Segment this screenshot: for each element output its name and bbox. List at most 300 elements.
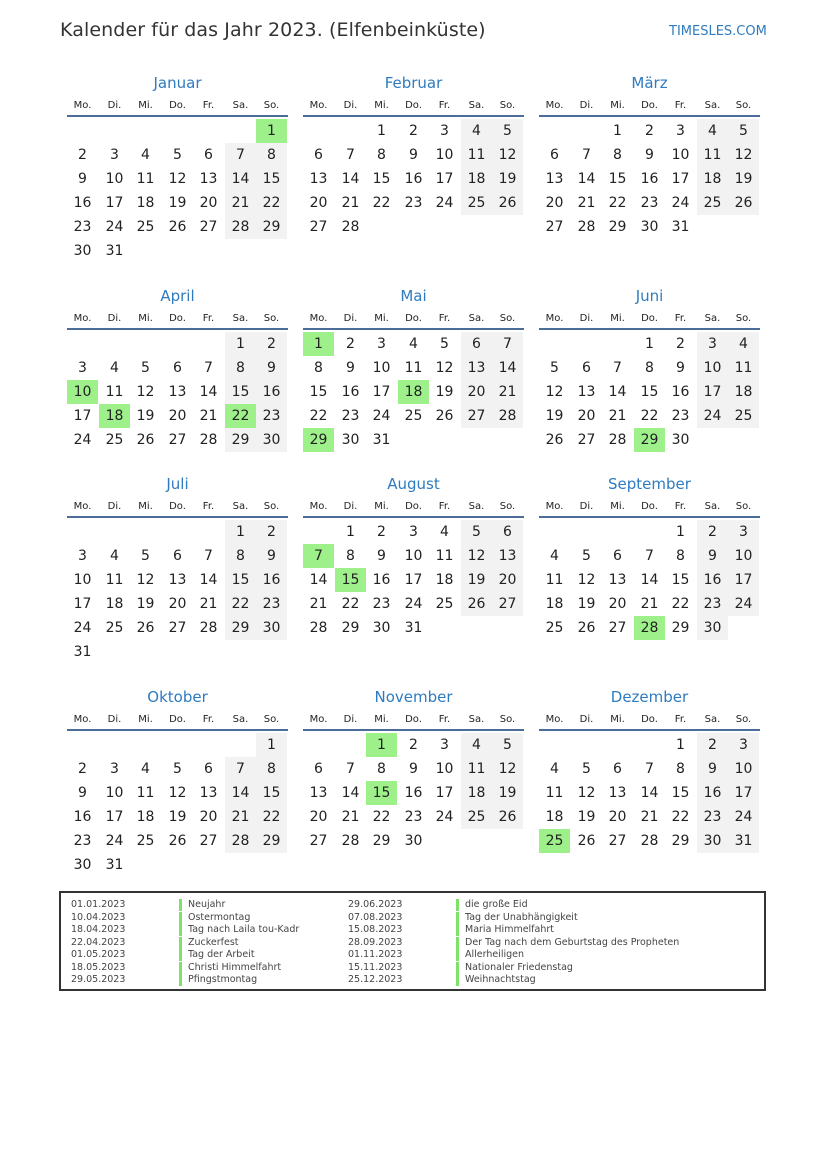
day-cell: 5 <box>582 548 591 564</box>
day-cell: 8 <box>377 147 386 163</box>
holiday-name: Tag nach Laila tou-Kadr <box>179 924 299 936</box>
day-cell: 29 <box>256 829 287 853</box>
holiday-name: die große Eid <box>456 899 528 911</box>
day-cell: 5 <box>728 119 759 143</box>
day-cell: 9 <box>409 147 418 163</box>
weekday-label: Mi. <box>374 714 389 725</box>
day-cell: 22 <box>309 408 328 424</box>
month-oktober <box>67 686 288 877</box>
day-cell: 5 <box>550 360 559 376</box>
day-cell: 6 <box>582 360 591 376</box>
day-cell: 25 <box>435 596 454 612</box>
day-cell: 13 <box>492 544 523 568</box>
weekday-label: So. <box>735 714 752 725</box>
weekday-label: So. <box>735 313 752 324</box>
day-cell: 16 <box>671 384 690 400</box>
day-cell: 22 <box>341 596 360 612</box>
day-cell: 17 <box>372 384 391 400</box>
day-cell: 3 <box>110 147 119 163</box>
holiday-day-cell: 15 <box>366 781 397 805</box>
day-cell: 7 <box>204 548 213 564</box>
day-cell: 14 <box>577 171 596 187</box>
day-cell: 28 <box>341 219 360 235</box>
weekday-label: Do. <box>169 501 186 512</box>
day-cell: 6 <box>461 332 492 356</box>
holiday-date: 07.08.2023 <box>348 911 403 923</box>
day-cell: 23 <box>256 404 287 428</box>
day-cell: 23 <box>671 408 690 424</box>
weekday-label: Fr. <box>438 313 451 324</box>
weekday-label: Mi. <box>374 313 389 324</box>
weekday-header <box>303 712 524 731</box>
day-cell: 10 <box>105 785 124 801</box>
weekday-label: Mi. <box>374 501 389 512</box>
day-cell: 24 <box>435 195 454 211</box>
day-cell: 10 <box>435 761 454 777</box>
day-cell: 12 <box>577 785 596 801</box>
day-cell: 7 <box>225 757 256 781</box>
day-cell: 5 <box>141 548 150 564</box>
day-cell: 2 <box>697 520 728 544</box>
day-cell: 31 <box>73 644 92 660</box>
weekday-label: Mo. <box>309 100 328 111</box>
weekday-label: Fr. <box>674 100 687 111</box>
weekday-label: Mi. <box>610 100 625 111</box>
weekday-label: Mo. <box>545 501 564 512</box>
holiday-name: Allerheiligen <box>456 949 524 961</box>
day-cell: 28 <box>225 215 256 239</box>
weekday-label: Mi. <box>610 714 625 725</box>
day-cell: 10 <box>671 147 690 163</box>
day-cell: 25 <box>404 408 423 424</box>
holiday-legend <box>59 891 766 991</box>
day-cell: 8 <box>225 544 256 568</box>
day-cell: 24 <box>372 408 391 424</box>
weekday-label: Do. <box>405 100 422 111</box>
day-cell: 17 <box>435 171 454 187</box>
day-cell: 10 <box>435 147 454 163</box>
weekday-label: Fr. <box>438 501 451 512</box>
month-januar <box>67 72 288 263</box>
day-cell: 26 <box>136 620 155 636</box>
weekday-label: Do. <box>169 714 186 725</box>
day-cell: 23 <box>73 219 92 235</box>
day-cell: 18 <box>461 781 492 805</box>
holiday-day-cell: 1 <box>303 332 334 356</box>
day-cell: 22 <box>225 592 256 616</box>
month-name: Februar <box>384 74 443 92</box>
weekday-label: Mo. <box>545 313 564 324</box>
day-cell: 3 <box>728 520 759 544</box>
day-cell: 9 <box>78 785 87 801</box>
day-cell: 25 <box>728 404 759 428</box>
day-cell: 10 <box>728 757 759 781</box>
day-cell: 20 <box>168 596 187 612</box>
weekday-label: Di. <box>343 501 358 512</box>
month-name: April <box>160 287 195 305</box>
day-cell: 30 <box>697 829 728 853</box>
weekday-label: Mo. <box>545 714 564 725</box>
day-cell: 14 <box>225 781 256 805</box>
day-cell: 13 <box>168 572 187 588</box>
weekday-label: Do. <box>169 100 186 111</box>
day-cell: 16 <box>404 171 423 187</box>
month-august <box>303 473 524 664</box>
day-cell: 17 <box>697 380 728 404</box>
day-cell: 10 <box>73 572 92 588</box>
holiday-day-cell: 1 <box>256 119 287 143</box>
weekday-label: Mo. <box>309 501 328 512</box>
weekday-label: Do. <box>641 714 658 725</box>
weekday-label: So. <box>499 313 516 324</box>
day-cell: 6 <box>613 761 622 777</box>
day-cell: 2 <box>409 123 418 139</box>
day-cell: 28 <box>199 432 218 448</box>
weekday-label: So. <box>263 714 280 725</box>
day-cell: 1 <box>613 123 622 139</box>
holiday-name: Christi Himmelfahrt <box>179 962 281 974</box>
day-cell: 4 <box>461 733 492 757</box>
day-cell: 22 <box>256 191 287 215</box>
day-cell: 15 <box>256 781 287 805</box>
day-cell: 19 <box>545 408 564 424</box>
day-cell: 24 <box>105 833 124 849</box>
day-cell: 23 <box>697 805 728 829</box>
day-cell: 18 <box>545 596 564 612</box>
day-cell: 28 <box>492 404 523 428</box>
day-cell: 29 <box>671 833 690 849</box>
day-cell: 9 <box>697 544 728 568</box>
day-cell: 17 <box>435 785 454 801</box>
day-cell: 2 <box>78 761 87 777</box>
day-cell: 20 <box>309 809 328 825</box>
weekday-label: So. <box>263 313 280 324</box>
day-cell: 30 <box>73 243 92 259</box>
day-cell: 31 <box>105 243 124 259</box>
weekday-label: Di. <box>343 313 358 324</box>
day-cell: 21 <box>309 596 328 612</box>
day-cell: 15 <box>225 380 256 404</box>
day-cell: 18 <box>697 167 728 191</box>
weekday-label: Sa. <box>704 714 721 725</box>
day-cell: 9 <box>409 761 418 777</box>
month-februar <box>303 72 524 263</box>
day-cell: 23 <box>640 195 659 211</box>
weekday-label: Mo. <box>309 714 328 725</box>
weekday-label: Mi. <box>610 313 625 324</box>
day-cell: 1 <box>676 524 685 540</box>
day-cell: 9 <box>645 147 654 163</box>
day-cell: 29 <box>256 215 287 239</box>
weekday-label: So. <box>499 100 516 111</box>
day-cell: 6 <box>550 147 559 163</box>
day-cell: 27 <box>461 404 492 428</box>
day-cell: 24 <box>671 195 690 211</box>
day-cell: 14 <box>640 572 659 588</box>
day-cell: 29 <box>608 219 627 235</box>
month-name: August <box>387 475 440 493</box>
day-cell: 18 <box>728 380 759 404</box>
weekday-label: So. <box>499 714 516 725</box>
weekday-label: Do. <box>169 313 186 324</box>
weekday-label: Mi. <box>138 714 153 725</box>
day-cell: 30 <box>404 833 423 849</box>
day-cell: 8 <box>346 548 355 564</box>
day-cell: 4 <box>728 332 759 356</box>
weekday-label: Fr. <box>674 313 687 324</box>
day-cell: 29 <box>225 616 256 640</box>
day-cell: 26 <box>168 833 187 849</box>
day-cell: 4 <box>141 147 150 163</box>
day-cell: 10 <box>372 360 391 376</box>
weekday-label: Sa. <box>468 313 485 324</box>
day-cell: 2 <box>346 336 355 352</box>
day-cell: 31 <box>372 432 391 448</box>
day-cell: 5 <box>492 119 523 143</box>
day-cell: 26 <box>461 592 492 616</box>
day-cell: 22 <box>256 805 287 829</box>
weekday-label: Sa. <box>232 501 249 512</box>
day-cell: 25 <box>545 620 564 636</box>
day-cell: 19 <box>168 195 187 211</box>
day-cell: 23 <box>372 596 391 612</box>
day-cell: 24 <box>435 809 454 825</box>
day-cell: 12 <box>728 143 759 167</box>
day-cell: 16 <box>404 785 423 801</box>
day-cell: 30 <box>73 857 92 873</box>
weekday-label: Di. <box>579 313 594 324</box>
day-cell: 23 <box>404 809 423 825</box>
day-cell: 4 <box>141 761 150 777</box>
day-cell: 11 <box>435 548 454 564</box>
day-cell: 18 <box>136 809 155 825</box>
month-name: Mai <box>400 287 427 305</box>
holiday-day-cell: 28 <box>634 616 665 640</box>
weekday-label: Sa. <box>704 501 721 512</box>
day-cell: 27 <box>309 219 328 235</box>
day-cell: 29 <box>372 833 391 849</box>
day-cell: 26 <box>492 191 523 215</box>
weekday-label: Mi. <box>374 100 389 111</box>
day-cell: 28 <box>309 620 328 636</box>
day-cell: 4 <box>440 524 449 540</box>
day-cell: 4 <box>110 360 119 376</box>
day-cell: 2 <box>377 524 386 540</box>
weekday-label: Di. <box>579 501 594 512</box>
month-name: März <box>631 74 668 92</box>
day-cell: 15 <box>372 171 391 187</box>
day-cell: 16 <box>256 380 287 404</box>
day-cell: 17 <box>728 781 759 805</box>
holiday-name: Ostermontag <box>179 912 250 924</box>
day-cell: 21 <box>225 191 256 215</box>
day-cell: 28 <box>225 829 256 853</box>
day-cell: 27 <box>309 833 328 849</box>
weekday-label: So. <box>735 501 752 512</box>
holiday-day-cell: 15 <box>335 568 366 592</box>
day-cell: 14 <box>225 167 256 191</box>
day-cell: 8 <box>314 360 323 376</box>
day-cell: 8 <box>676 761 685 777</box>
holiday-name: Maria Himmelfahrt <box>456 924 554 936</box>
weekday-label: Do. <box>405 714 422 725</box>
weekday-label: Mi. <box>610 501 625 512</box>
day-cell: 25 <box>136 833 155 849</box>
day-cell: 2 <box>256 520 287 544</box>
day-cell: 19 <box>728 167 759 191</box>
weekday-label: So. <box>263 100 280 111</box>
day-cell: 16 <box>697 781 728 805</box>
day-cell: 24 <box>105 219 124 235</box>
day-cell: 20 <box>461 380 492 404</box>
weekday-label: Di. <box>579 100 594 111</box>
weekday-label: Do. <box>405 501 422 512</box>
day-cell: 13 <box>199 785 218 801</box>
day-cell: 22 <box>608 195 627 211</box>
day-cell: 17 <box>728 568 759 592</box>
day-cell: 12 <box>136 572 155 588</box>
month-märz <box>539 72 760 263</box>
day-cell: 2 <box>409 737 418 753</box>
holiday-day-cell: 7 <box>303 544 334 568</box>
day-cell: 1 <box>225 520 256 544</box>
day-cell: 3 <box>409 524 418 540</box>
day-cell: 13 <box>309 171 328 187</box>
day-cell: 28 <box>577 219 596 235</box>
weekday-label: Do. <box>641 100 658 111</box>
day-cell: 31 <box>105 857 124 873</box>
day-cell: 4 <box>110 548 119 564</box>
day-cell: 2 <box>676 336 685 352</box>
day-cell: 12 <box>435 360 454 376</box>
day-cell: 15 <box>608 171 627 187</box>
day-cell: 19 <box>577 596 596 612</box>
weekday-header <box>539 499 760 518</box>
day-cell: 22 <box>640 408 659 424</box>
day-cell: 16 <box>73 809 92 825</box>
weekday-label: Di. <box>107 100 122 111</box>
day-cell: 20 <box>608 596 627 612</box>
month-name: September <box>608 475 691 493</box>
day-cell: 8 <box>256 143 287 167</box>
weekday-label: Mi. <box>138 501 153 512</box>
day-cell: 27 <box>199 219 218 235</box>
month-juni <box>539 285 760 476</box>
day-cell: 12 <box>461 544 492 568</box>
day-cell: 13 <box>309 785 328 801</box>
day-cell: 10 <box>697 356 728 380</box>
month-november <box>303 686 524 877</box>
day-cell: 11 <box>461 757 492 781</box>
day-cell: 21 <box>577 195 596 211</box>
weekday-label: Fr. <box>202 100 215 111</box>
day-cell: 9 <box>256 544 287 568</box>
month-name: November <box>374 688 453 706</box>
day-cell: 30 <box>671 432 690 448</box>
day-cell: 11 <box>105 384 124 400</box>
day-cell: 14 <box>492 356 523 380</box>
day-cell: 2 <box>697 733 728 757</box>
day-cell: 17 <box>73 408 92 424</box>
day-cell: 27 <box>199 833 218 849</box>
holiday-date: 15.08.2023 <box>348 924 403 935</box>
day-cell: 14 <box>341 171 360 187</box>
weekday-label: Sa. <box>232 100 249 111</box>
day-cell: 8 <box>676 548 685 564</box>
day-cell: 29 <box>671 620 690 636</box>
day-cell: 7 <box>582 147 591 163</box>
holiday-date: 18.05.2023 <box>71 961 126 973</box>
weekday-header <box>539 311 760 330</box>
weekday-label: Fr. <box>674 501 687 512</box>
day-cell: 4 <box>409 336 418 352</box>
day-cell: 26 <box>577 620 596 636</box>
day-cell: 23 <box>73 833 92 849</box>
day-cell: 3 <box>440 737 449 753</box>
day-cell: 27 <box>608 833 627 849</box>
weekday-label: Di. <box>579 714 594 725</box>
holiday-day-cell: 25 <box>539 829 570 853</box>
day-cell: 21 <box>341 809 360 825</box>
weekday-header <box>539 712 760 731</box>
day-cell: 15 <box>671 785 690 801</box>
day-cell: 24 <box>404 596 423 612</box>
day-cell: 27 <box>608 620 627 636</box>
day-cell: 15 <box>671 572 690 588</box>
day-cell: 8 <box>645 360 654 376</box>
month-dezember <box>539 686 760 877</box>
day-cell: 22 <box>671 809 690 825</box>
day-cell: 8 <box>225 356 256 380</box>
day-cell: 11 <box>545 572 564 588</box>
day-cell: 11 <box>728 356 759 380</box>
day-cell: 16 <box>256 568 287 592</box>
day-cell: 28 <box>341 833 360 849</box>
day-cell: 12 <box>168 171 187 187</box>
weekday-label: Mo. <box>73 714 92 725</box>
month-name: Juli <box>166 475 189 493</box>
day-cell: 12 <box>492 757 523 781</box>
day-cell: 26 <box>545 432 564 448</box>
day-cell: 15 <box>225 568 256 592</box>
day-cell: 14 <box>199 572 218 588</box>
holiday-name: Weihnachtstag <box>456 974 536 986</box>
day-cell: 21 <box>199 408 218 424</box>
day-cell: 3 <box>78 548 87 564</box>
weekday-label: Sa. <box>468 100 485 111</box>
day-cell: 11 <box>697 143 728 167</box>
day-cell: 29 <box>341 620 360 636</box>
day-cell: 8 <box>256 757 287 781</box>
day-cell: 18 <box>136 195 155 211</box>
holiday-date: 10.04.2023 <box>71 911 126 923</box>
holiday-name: Pfingstmontag <box>179 974 257 986</box>
day-cell: 19 <box>435 384 454 400</box>
day-cell: 5 <box>141 360 150 376</box>
weekday-label: Di. <box>107 714 122 725</box>
weekday-header <box>67 712 288 731</box>
day-cell: 2 <box>645 123 654 139</box>
day-cell: 1 <box>645 336 654 352</box>
site-brand-link[interactable]: TIMESLES.COM <box>669 24 767 39</box>
day-cell: 10 <box>404 548 423 564</box>
day-cell: 21 <box>341 195 360 211</box>
day-cell: 12 <box>545 384 564 400</box>
day-cell: 16 <box>372 572 391 588</box>
day-cell: 3 <box>110 761 119 777</box>
day-cell: 16 <box>73 195 92 211</box>
holiday-name: Neujahr <box>179 899 225 911</box>
